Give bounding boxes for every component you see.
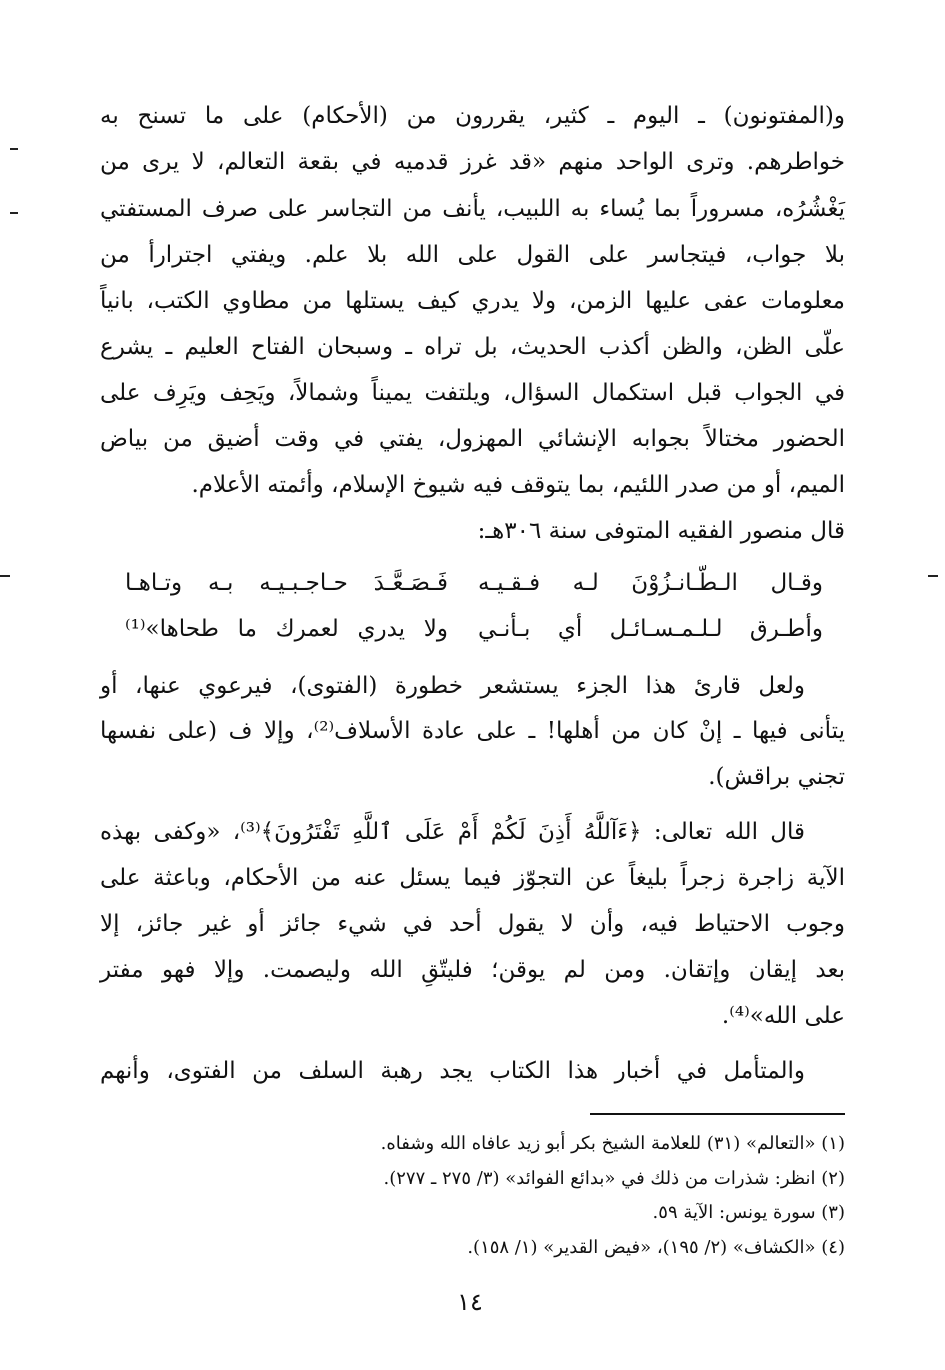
footnote: (١) «التعالم» (٣١) للعلامة الشيخ بكر أبو زيد عافاه الله وشفاه. bbox=[380, 1133, 845, 1154]
margin-tick bbox=[0, 575, 10, 577]
body-line: قال الله تعالى: ﴿ءَآللَّهُ أَذِنَ لَكُمْ أَمْ عَلَى ٱللَّهِ تَفْتَرُونَ﴾⁽³⁾، «وكفى بهذه bbox=[100, 819, 805, 845]
verse-hemistich-left: ولا يدري لعمرك ما طحاها»⁽¹⁾ bbox=[125, 616, 448, 642]
body-line: الآية زاجرة زجراً بليغاً عن التجوّز فيما يسئل عنه من الأحكام، وباعثة على bbox=[100, 865, 845, 891]
footnote: (٢) انظر: شذرات من ذلك في «بدائع الفوائد» (٣/ ٢٧٥ ـ ٢٧٧). bbox=[383, 1168, 845, 1189]
body-line: علّى الظن، والظن أكذب الحديث، بل تراه ـ وسبحان الفتاح العليم ـ يشرع bbox=[100, 334, 845, 360]
body-line: قال منصور الفقيه المتوفى سنة ٣٠٦هـ: bbox=[477, 518, 845, 544]
margin-tick bbox=[10, 212, 18, 214]
body-line: يتأنى فيها ـ إنْ كان من أهلها! ـ على عادة الأسلاف⁽²⁾، وإلا ف (على نفسها bbox=[100, 718, 845, 744]
verse-hemistich-left: فَـصَـعَّـدَ حـاجـبـيـه بـه وتـاهـا bbox=[125, 570, 448, 596]
footnote-separator bbox=[590, 1113, 845, 1115]
body-line: بعد إيقان وإتقان. ومن لم يوقن؛ فليتّقِ الله وليصمت. وإلا فهو مفتر bbox=[100, 957, 845, 983]
body-line: وجوب الاحتياط فيه، وأن لا يقول أحد في شيء جائز أو غير جائز، إلا bbox=[100, 911, 845, 937]
page-number: ١٤ bbox=[457, 1288, 483, 1316]
body-line: والمتأمل في أخبار هذا الكتاب يجد رهبة السلف من الفتوى، وأنهم bbox=[100, 1058, 805, 1084]
footnote: (٤) «الكشاف» (٢/ ١٩٥)، «فيض القدير» (١/ ١٥٨). bbox=[467, 1237, 845, 1258]
margin-tick bbox=[10, 148, 18, 150]
body-line: خواطرهم. وترى الواحد منهم «قد غرز قدميه في بقعة التعالم، لا يرى من bbox=[100, 149, 845, 175]
body-line: في الجواب قبل استكمال السؤال، ويلتفت يميناً وشمالاً، ويَحِف ويَرِف على bbox=[100, 380, 845, 406]
margin-tick bbox=[928, 575, 938, 577]
body-line: معلومات عفى عليها الزمن، ولا يدري كيف يستلها من مطاوي الكتب، بانياً bbox=[100, 288, 845, 314]
body-line: الحضور مختالاً بجوابه الإنشائي المهزول، يفتي في وقت أضيق من بياض bbox=[100, 426, 845, 452]
body-line: يَغْشُرُه، مسروراً بما يُساء به اللبيب، يأنف من التجاسر على صرف المستفتي bbox=[100, 196, 845, 222]
footnote: (٣) سورة يونس: الآية ٥٩. bbox=[652, 1202, 845, 1223]
body-line: الميم، أو من صدر اللئيم، بما يتوقف فيه شيوخ الإسلام، وأئمته الأعلام. bbox=[191, 472, 845, 498]
verse-hemistich-right: وأطـرق لـلـمـسـائـل أي بـأنـي bbox=[478, 616, 823, 642]
verse-hemistich-right: وقـال الـطّـانـزُوْنَ لـه فـقـيـه bbox=[478, 570, 823, 596]
body-line: ولعل قارئ هذا الجزء يستشعر خطورة (الفتوى)، فيرعوي عنها، أو bbox=[100, 673, 805, 699]
body-line: و(المفتونون) ـ اليوم ـ كثير، يقررون من (الأحكام) على ما تسنح به bbox=[100, 103, 845, 129]
body-line: تجني براقش). bbox=[708, 764, 845, 790]
body-line: بلا جواب، فيتجاسر على القول على الله بلا علم. ويفتي اجترارأ من bbox=[100, 242, 845, 268]
body-line: على الله»⁽⁴⁾. bbox=[721, 1003, 845, 1029]
